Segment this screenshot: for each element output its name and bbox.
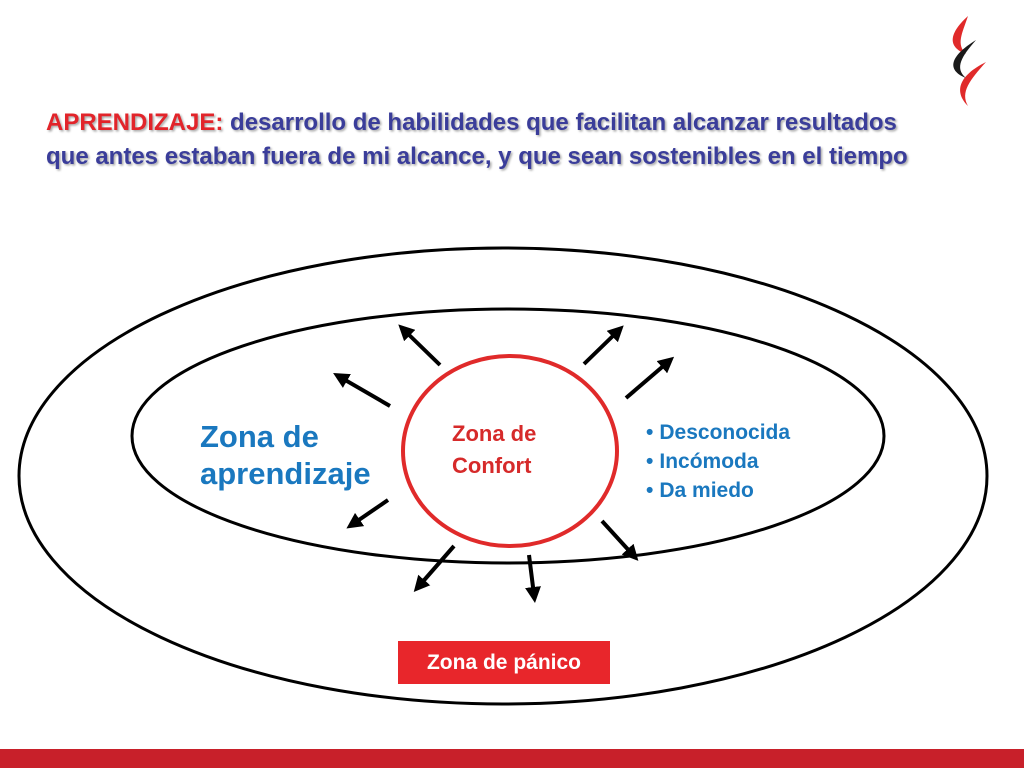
outward-arrow-icon [404,330,440,365]
headline-definition: desarrollo de habilidades que facilitan alcanzar resultados que antes estaban fuera de mi alcance, y que sean sostenibles en el tiempo [46,109,908,170]
list-item: • Desconocida [646,418,790,447]
list-item: • Da miedo [646,476,790,505]
comfort-zone-label-line-1: Zona de [452,421,537,446]
learning-traits-list [646,418,790,505]
footer-bar [0,749,1024,768]
panic-zone-badge: Zona de pánico [398,641,610,684]
outward-arrow-icon [529,555,534,595]
outward-arrow-icon [340,377,390,406]
learning-zone-label-line-2: aprendizaje [200,456,371,491]
comfort-zone-label [452,418,592,482]
outward-arrow-icon [419,546,454,586]
outward-arrow-icon [353,500,388,524]
headline-term: APRENDIZAJE: [46,109,224,136]
learning-zone-label-line-1: Zona de [200,419,319,454]
outward-arrow-icon [602,521,633,555]
outward-arrow-icon [626,362,668,398]
list-item: • Incómoda [646,447,790,476]
comfort-zone-label-line-2: Confort [452,453,532,478]
outward-arrow-icon [584,331,618,364]
learning-zone-label [200,418,400,492]
